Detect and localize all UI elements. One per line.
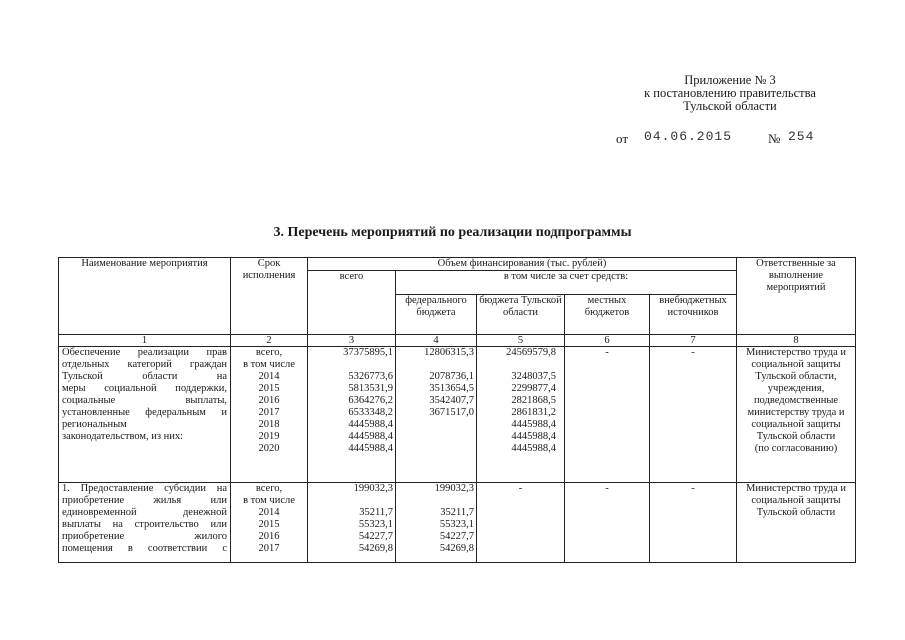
row2-federal	[396, 483, 477, 563]
responsible-line: Министерство труда и	[745, 347, 847, 358]
amount: 55323,1	[439, 519, 474, 530]
row2-name-line: 1. Предоставление субсидии на	[62, 483, 227, 494]
amount: 35211,7	[359, 507, 393, 518]
col-number: 5	[477, 335, 565, 347]
row2-name-line: помещения в соответствии с	[62, 543, 227, 554]
appendix-block	[600, 74, 860, 113]
term-value: 2017	[258, 407, 280, 418]
row1-responsible	[737, 347, 856, 483]
amount: 54227,7	[358, 531, 393, 542]
table-row	[59, 347, 856, 483]
term-value: 2018	[258, 419, 280, 430]
amount: 5326773,6	[348, 371, 393, 382]
term-value: 2014	[258, 507, 280, 518]
row2-name-line: приобретение жилого	[62, 531, 227, 542]
responsible-line: Тульской области,	[755, 371, 837, 382]
page-title: 3. Перечень мероприятий по реализации подпрограммы	[273, 225, 632, 240]
header-total: всего	[308, 271, 396, 335]
row1-tula	[477, 347, 565, 483]
amount	[398, 359, 474, 371]
term-value: 2017	[258, 543, 280, 554]
row2-name	[59, 483, 231, 563]
amount: 6364276,2	[348, 395, 393, 406]
col-number: 3	[308, 335, 396, 347]
appendix-line2: к постановлению правительства	[644, 86, 816, 100]
term-value: 2016	[258, 395, 280, 406]
col-number: 4	[396, 335, 477, 347]
row2-name-line: приобретение жилья или	[62, 495, 227, 506]
term-value: 2016	[258, 531, 280, 542]
amount: 55323,1	[358, 519, 393, 530]
amount: 4445988,4	[511, 443, 556, 454]
amount: 54269,8	[358, 543, 393, 554]
amount: 3542407,7	[429, 395, 474, 406]
row1-total	[308, 347, 396, 483]
row1-name-line: меры социальной поддержки,	[62, 383, 227, 394]
amount: 2861831,2	[511, 407, 556, 418]
row1-name-line: законодательством, из них:	[62, 431, 184, 442]
term-value: в том числе	[243, 359, 295, 370]
row2-local: -	[565, 483, 650, 563]
appendix-line3: Тульской области	[683, 99, 777, 113]
row1-name	[59, 347, 231, 483]
responsible-line: Тульской области	[756, 431, 836, 442]
amount: 3671517,0	[429, 407, 474, 418]
term-value: 2014	[258, 371, 280, 382]
header-tula: бюджета Тульской области	[477, 295, 565, 335]
number-value: 254	[788, 129, 815, 144]
measures-table	[58, 257, 856, 563]
amount: 199032,3	[353, 483, 393, 494]
amount: 4445988,4	[348, 419, 393, 430]
responsible-line: (по согласованию)	[754, 443, 838, 454]
term-value: 2015	[258, 383, 280, 394]
term-value: 2015	[258, 519, 280, 530]
amount	[310, 359, 393, 371]
header-including: в том числе за счет средств:	[396, 271, 737, 295]
amount: 4445988,4	[511, 419, 556, 430]
term-value: 2020	[258, 443, 280, 454]
responsible-line: социальной защиты	[751, 495, 841, 506]
responsible-line: Министерство труда и	[745, 483, 847, 494]
amount: 12806315,3	[424, 347, 474, 358]
responsible-line: Тульской области	[756, 507, 836, 518]
amount	[398, 495, 474, 507]
amount: 24569579,8	[506, 347, 556, 358]
row1-terms	[231, 347, 308, 483]
responsible-line: подведомственные	[753, 395, 839, 406]
row2-tula: -	[477, 483, 565, 563]
responsible-line: социальной защиты	[751, 359, 841, 370]
header-responsible: Ответственные за выполнение мероприятий	[737, 258, 856, 335]
header-name: Наименование мероприятия	[59, 258, 231, 335]
row2-name-line: выплаты на строительство или	[62, 519, 227, 530]
col-number: 8	[737, 335, 856, 347]
amount	[310, 495, 393, 507]
amount: 4445988,4	[348, 443, 393, 454]
row1-name-line: социальные выплаты,	[62, 395, 227, 406]
row2-responsible	[737, 483, 856, 563]
appendix-line1: Приложение № 3	[684, 73, 776, 87]
row1-name-line: Тульской области на	[62, 371, 227, 382]
row2-terms	[231, 483, 308, 563]
date-prefix: от	[616, 131, 629, 146]
term-value: всего,	[255, 483, 283, 494]
term-value: в том числе	[243, 495, 295, 506]
amount: 35211,7	[440, 507, 474, 518]
col-number: 2	[231, 335, 308, 347]
amount: 54227,7	[439, 531, 474, 542]
row1-extra: -	[650, 347, 737, 483]
col-number: 7	[650, 335, 737, 347]
row2-total	[308, 483, 396, 563]
row1-federal	[396, 347, 477, 483]
amount: 2078736,1	[429, 371, 474, 382]
row1-name-line: региональным	[62, 419, 127, 430]
amount: 2821868,5	[511, 395, 556, 406]
row1-name-line: Обеспечение реализации прав	[62, 347, 227, 358]
responsible-line: социальной защиты	[751, 419, 841, 430]
header-local: местных бюджетов	[565, 295, 650, 335]
col-number: 6	[565, 335, 650, 347]
header-funding: Объем финансирования (тыс. рублей)	[308, 258, 737, 271]
amount: 199032,3	[434, 483, 474, 494]
header-term: Срок исполнения	[231, 258, 308, 335]
col-number: 1	[59, 335, 231, 347]
amount	[479, 359, 556, 371]
amount: 4445988,4	[511, 431, 556, 442]
term-value: всего,	[255, 347, 283, 358]
header-extra: внебюджетных источников	[650, 295, 737, 335]
term-value: 2019	[258, 431, 280, 442]
date-value: 04.06.2015	[644, 129, 733, 144]
row1-name-line: отдельных категорий граждан	[62, 359, 227, 370]
amount: 2299877,4	[511, 383, 556, 394]
amount: 3513654,5	[429, 383, 474, 394]
row2-name-line: единовременной денежной	[62, 507, 227, 518]
amount: 5813531,9	[348, 383, 393, 394]
row1-local: -	[565, 347, 650, 483]
amount: 54269,8	[439, 543, 474, 554]
responsible-line: министерству труда и	[747, 407, 845, 418]
row2-extra: -	[650, 483, 737, 563]
number-prefix: №	[768, 131, 781, 146]
amount: 3248037,5	[511, 371, 556, 382]
table-row	[59, 483, 856, 563]
header-federal: федерального бюджета	[396, 295, 477, 335]
amount: 6533348,2	[348, 407, 393, 418]
amount: 37375895,1	[343, 347, 393, 358]
responsible-line: учреждения,	[767, 383, 825, 394]
amount: 4445988,4	[348, 431, 393, 442]
row1-name-line: установленные федеральным и	[62, 407, 227, 418]
column-numbers-row	[59, 335, 856, 347]
